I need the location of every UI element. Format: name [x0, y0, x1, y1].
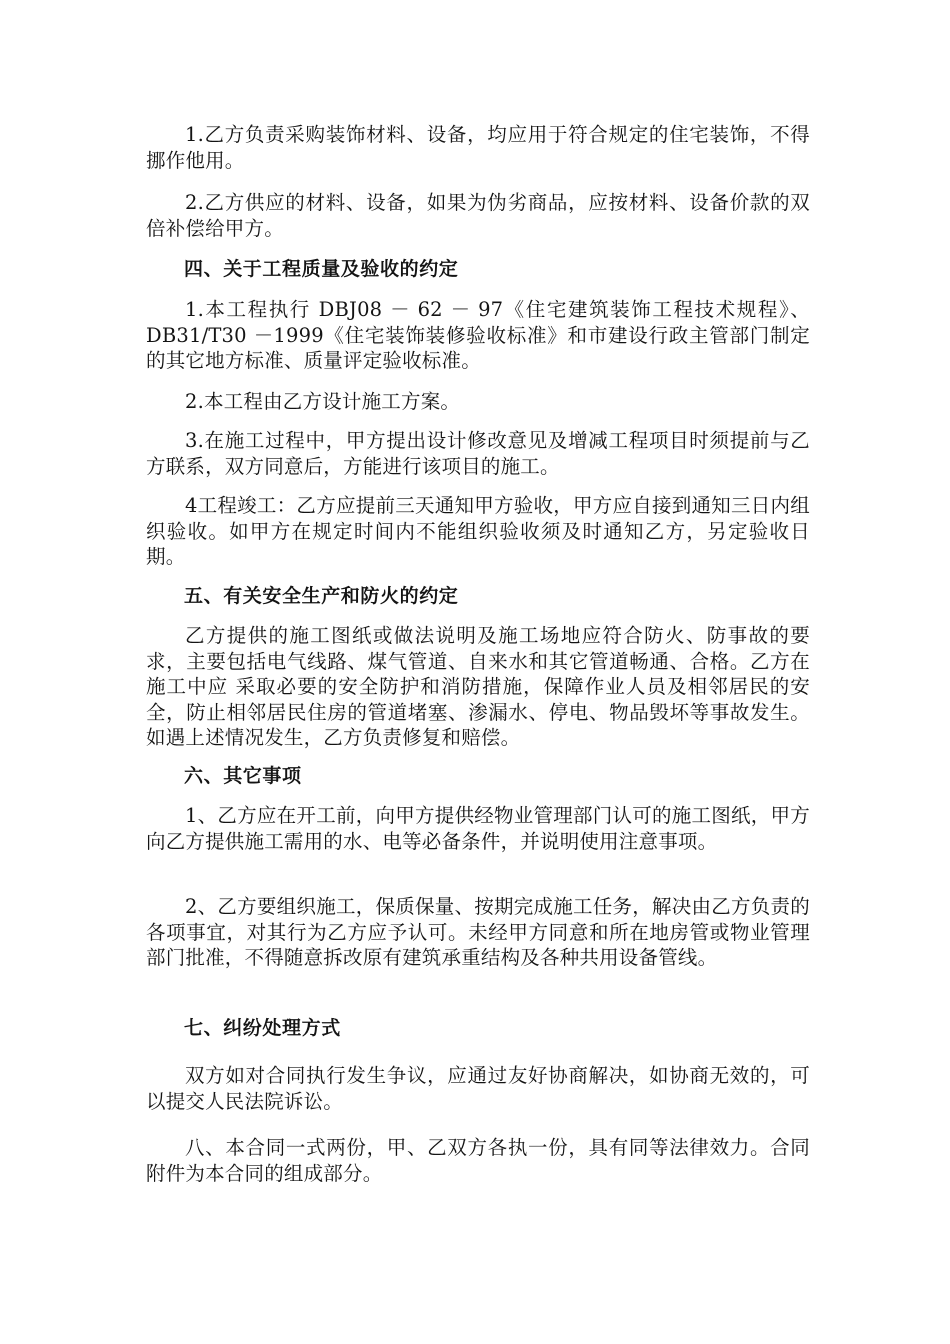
quality-clause-2-paragraph: 2.本工程由乙方设计施工方案。 — [185, 390, 461, 413]
quality-clause-3-paragraph: 3.在施工过程中，甲方提出设计修改意见及增减工程项目时须提前与乙方联系，双方同意后，方能进行该项目的施工。 — [146, 429, 810, 478]
section-heading-4: 四、关于工程质量及验收的约定 — [184, 258, 459, 280]
other-clause-1-paragraph: 1、乙方应在开工前，向甲方提供经物业管理部门认可的施工图纸，甲方向乙方提供施工需用的水、电等必备条件，并说明使用注意事项。 — [146, 804, 810, 853]
quality-clause-4-paragraph: 4工程竣工：乙方应提前三天通知甲方验收，甲方应自接到通知三日内组织验收。如甲方在规定时间内不能组织验收须及时通知乙方，另定验收日期。 — [146, 494, 810, 569]
copies-paragraph: 八、本合同一式两份，甲、乙双方各执一份，具有同等法律效力。合同附件为本合同的组成部分。 — [146, 1136, 810, 1185]
section-heading-5: 五、有关安全生产和防火的约定 — [184, 585, 459, 607]
clause-4-1-paragraph: 1.乙方负责采购装饰材料、设备，均应用于符合规定的住宅装饰，不得挪作他用。 — [146, 123, 810, 172]
clause-4-2-paragraph: 2.乙方供应的材料、设备，如果为伪劣商品，应按材料、设备价款的双倍补偿给甲方。 — [146, 191, 810, 240]
quality-clause-1-paragraph: 1.本工程执行 DBJ08 － 62 － 97《住宅建筑装饰工程技术规程》、DB31/T30 －1999《住宅装饰装修验收标准》和市建设行政主管部门制定的其它地方标准、质量评定验收标准。 — [146, 298, 810, 373]
section-heading-7: 七、纠纷处理方式 — [184, 1017, 341, 1039]
safety-paragraph: 乙方提供的施工图纸或做法说明及施工场地应符合防火、防事故的要求，主要包括电气线路、煤气管道、自来水和其它管道畅通、合格。乙方在施工中应 采取必要的安全防护和消防措施，保障作业人员及相邻居民的安全，防止相邻居民住房的管道堵塞、渗漏水、停电、物品毁坏等事故发生。如遇上述情况发生，乙方负责修复和赔偿。 — [146, 624, 810, 750]
dispute-paragraph: 双方如对合同执行发生争议，应通过友好协商解决，如协商无效的，可以提交人民法院诉讼。 — [146, 1064, 810, 1113]
section-heading-6: 六、其它事项 — [184, 765, 302, 787]
other-clause-2-paragraph: 2、乙方要组织施工，保质保量、按期完成施工任务，解决由乙方负责的各项事宜，对其行为乙方应予认可。未经甲方同意和所在地房管或物业管理部门批准，不得随意拆改原有建筑承重结构及各种共用设备管线。 — [146, 895, 810, 970]
